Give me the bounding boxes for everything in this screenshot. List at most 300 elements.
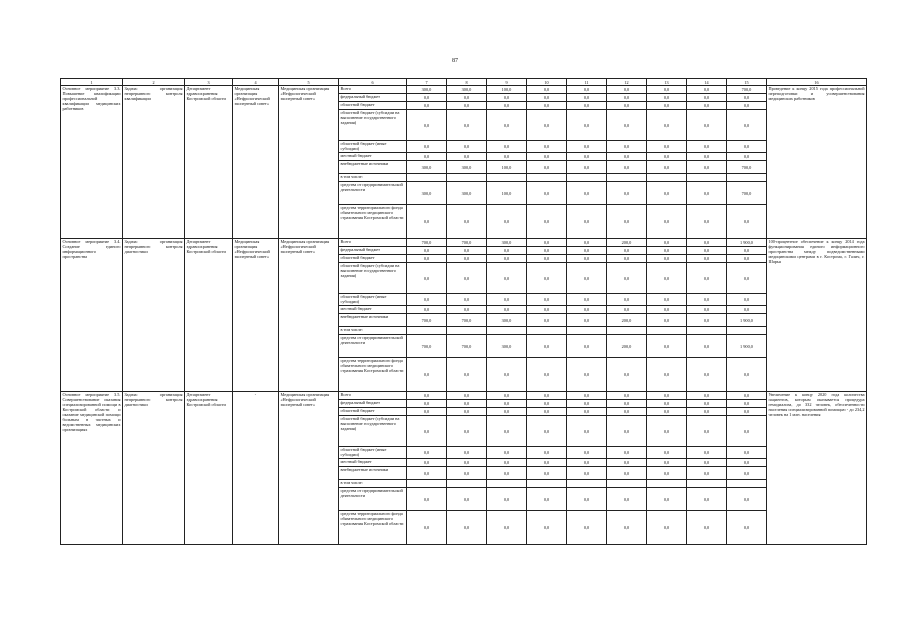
amount-cell: 0,0	[487, 247, 527, 255]
amount-cell: 0,0	[447, 110, 487, 141]
amount-cell: 0,0	[687, 141, 727, 153]
measure-executor-cell: Департамент здравоохранения Костромской области	[185, 239, 233, 392]
amount-cell	[447, 480, 487, 488]
amount-cell: 0,0	[567, 408, 607, 416]
amount-cell: 0,0	[647, 239, 687, 247]
column-number-cell: 5	[279, 79, 339, 86]
amount-cell: 0,0	[727, 447, 767, 459]
amount-cell: 0,0	[447, 153, 487, 161]
amount-cell	[407, 480, 447, 488]
amount-cell: 0,0	[607, 447, 647, 459]
funding-source-cell: средства от предпринимательской деятельности	[339, 335, 407, 358]
funding-source-cell: в том числе:	[339, 174, 407, 182]
amount-cell	[687, 327, 727, 335]
amount-cell: 0,0	[607, 110, 647, 141]
amount-cell: 0,0	[727, 467, 767, 480]
amount-cell: 0,0	[407, 205, 447, 239]
amount-cell: 0,0	[727, 205, 767, 239]
column-number-cell: 13	[647, 79, 687, 86]
amount-cell: 0,0	[647, 247, 687, 255]
column-number-cell: 15	[727, 79, 767, 86]
amount-cell	[447, 174, 487, 182]
amount-cell: 0,0	[527, 306, 567, 314]
amount-cell: 0,0	[567, 94, 607, 102]
amount-cell: 0,0	[527, 294, 567, 306]
amount-cell: 0,0	[647, 467, 687, 480]
funding-source-cell: средства территориального фонда обязательного медицинского страхования Костромской области	[339, 511, 407, 545]
amount-cell: 0,0	[607, 182, 647, 205]
amount-cell: 0,0	[647, 263, 687, 294]
amount-cell: 0,0	[647, 400, 687, 408]
amount-cell: 0,0	[527, 86, 567, 94]
amount-cell: 0,0	[607, 306, 647, 314]
amount-cell: 0,0	[447, 416, 487, 447]
amount-cell: 0,0	[567, 416, 607, 447]
amount-cell: 0,0	[647, 459, 687, 467]
amount-cell: 0,0	[647, 141, 687, 153]
amount-cell: 0,0	[687, 94, 727, 102]
amount-cell: 0,0	[407, 416, 447, 447]
column-number-cell: 1	[61, 79, 123, 86]
financing-table	[60, 78, 867, 545]
amount-cell: 0,0	[527, 488, 567, 511]
amount-cell: 0,0	[727, 153, 767, 161]
amount-cell: 0,0	[447, 392, 487, 400]
amount-cell: 0,0	[607, 102, 647, 110]
amount-cell: 0,0	[647, 511, 687, 545]
amount-cell: 1 900,0	[727, 239, 767, 247]
amount-cell: 0,0	[447, 511, 487, 545]
amount-cell: 300,0	[447, 182, 487, 205]
amount-cell: 0,0	[487, 459, 527, 467]
amount-cell: 0,0	[407, 447, 447, 459]
funding-source-cell: средства территориального фонда обязательного медицинского страхования Костромской области	[339, 205, 407, 239]
measure-participant-cell: Медицинская организация «Нефрологический экспертный совет»	[233, 86, 279, 239]
amount-cell: 0,0	[687, 110, 727, 141]
amount-cell	[687, 480, 727, 488]
amount-cell: 0,0	[647, 294, 687, 306]
amount-cell	[527, 327, 567, 335]
amount-cell: 0,0	[567, 205, 607, 239]
amount-cell	[487, 480, 527, 488]
amount-cell: 0,0	[527, 141, 567, 153]
amount-cell: 0,0	[487, 306, 527, 314]
funding-source-cell: Всего	[339, 239, 407, 247]
amount-cell: 0,0	[647, 86, 687, 94]
amount-cell: 0,0	[647, 153, 687, 161]
amount-cell: 700,0	[447, 239, 487, 247]
amount-cell: 0,0	[567, 467, 607, 480]
amount-cell: 0,0	[447, 467, 487, 480]
funding-source-cell: областной бюджет (иные субсидии)	[339, 294, 407, 306]
amount-cell: 0,0	[687, 488, 727, 511]
amount-cell: 300,0	[407, 86, 447, 94]
funding-source-cell: областной бюджет	[339, 255, 407, 263]
funding-source-cell: федеральный бюджет	[339, 400, 407, 408]
amount-cell: 0,0	[487, 416, 527, 447]
amount-cell: 0,0	[607, 467, 647, 480]
amount-cell: 0,0	[607, 153, 647, 161]
amount-cell: 0,0	[527, 467, 567, 480]
amount-cell: 0,0	[567, 161, 607, 174]
amount-cell: 300,0	[407, 182, 447, 205]
amount-cell: 0,0	[527, 392, 567, 400]
amount-cell: 0,0	[687, 86, 727, 94]
amount-cell: 0,0	[727, 511, 767, 545]
column-number-cell: 3	[185, 79, 233, 86]
amount-cell: 0,0	[687, 392, 727, 400]
column-number-row	[61, 79, 867, 86]
amount-cell: 0,0	[407, 392, 447, 400]
amount-cell: 0,0	[407, 263, 447, 294]
amount-cell: 700,0	[407, 314, 447, 327]
amount-cell: 0,0	[607, 294, 647, 306]
measure-executor-cell: Департамент здравоохранения Костромской области	[185, 392, 233, 545]
amount-cell	[727, 327, 767, 335]
amount-cell: 0,0	[607, 247, 647, 255]
amount-cell: 0,0	[567, 459, 607, 467]
amount-cell: 0,0	[647, 408, 687, 416]
funding-source-cell: областной бюджет (субсидии на выполнение государственного задания)	[339, 110, 407, 141]
amount-cell	[607, 174, 647, 182]
amount-cell: 300,0	[487, 335, 527, 358]
amount-cell: 0,0	[487, 255, 527, 263]
column-number-cell: 8	[447, 79, 487, 86]
amount-cell: 0,0	[567, 306, 607, 314]
amount-cell: 0,0	[607, 86, 647, 94]
measure-name-cell: Основное мероприятие 3.3. Повышение квалификации профессиональной квалификации медицинских работников	[61, 86, 123, 239]
amount-cell: 300,0	[447, 86, 487, 94]
amount-cell	[567, 480, 607, 488]
amount-cell: 100,0	[487, 182, 527, 205]
amount-cell: 0,0	[647, 110, 687, 141]
amount-cell: 0,0	[727, 255, 767, 263]
amount-cell: 0,0	[487, 467, 527, 480]
amount-cell: 700,0	[407, 239, 447, 247]
amount-cell: 0,0	[487, 400, 527, 408]
measure-participant-cell: -	[233, 392, 279, 545]
amount-cell: 0,0	[487, 153, 527, 161]
amount-cell: 0,0	[527, 110, 567, 141]
amount-cell: 0,0	[407, 102, 447, 110]
amount-cell: 0,0	[447, 459, 487, 467]
amount-cell: 0,0	[607, 263, 647, 294]
amount-cell: 0,0	[567, 335, 607, 358]
expected-result-cell: Проведение к концу 2015 года профессиональной переподготовки и усовершенствования медицинских работников	[767, 86, 867, 239]
amount-cell: 300,0	[407, 161, 447, 174]
amount-cell: 0,0	[447, 247, 487, 255]
amount-cell: 0,0	[447, 263, 487, 294]
amount-cell: 200,0	[607, 335, 647, 358]
expected-result-cell: 100-процентное обеспечение к концу 2014 года функционирования единого информационного пространства между подведомственными медицинскими центрами в г. Кострома, г. Галич, г. Шарья	[767, 239, 867, 392]
amount-cell: 0,0	[567, 239, 607, 247]
column-number-cell: 16	[767, 79, 867, 86]
amount-cell: 0,0	[567, 358, 607, 392]
amount-cell: 0,0	[527, 205, 567, 239]
amount-cell: 700,0	[407, 335, 447, 358]
amount-cell: 0,0	[647, 94, 687, 102]
amount-cell: 0,0	[447, 102, 487, 110]
amount-cell: 0,0	[567, 263, 607, 294]
amount-cell: 0,0	[647, 447, 687, 459]
amount-cell: 0,0	[447, 358, 487, 392]
amount-cell: 0,0	[687, 247, 727, 255]
amount-cell: 0,0	[407, 294, 447, 306]
amount-cell: 0,0	[527, 335, 567, 358]
amount-cell: 0,0	[647, 314, 687, 327]
amount-cell: 1 900,0	[727, 335, 767, 358]
table-row	[61, 239, 867, 247]
funding-source-cell: областной бюджет	[339, 102, 407, 110]
amount-cell: 0,0	[687, 263, 727, 294]
amount-cell: 0,0	[487, 392, 527, 400]
amount-cell: 0,0	[407, 247, 447, 255]
column-number-cell: 14	[687, 79, 727, 86]
amount-cell	[527, 480, 567, 488]
amount-cell: 0,0	[687, 182, 727, 205]
amount-cell: 0,0	[607, 416, 647, 447]
funding-source-cell: местный бюджет	[339, 153, 407, 161]
amount-cell: 0,0	[647, 306, 687, 314]
amount-cell: 0,0	[487, 141, 527, 153]
amount-cell: 0,0	[487, 511, 527, 545]
amount-cell: 100,0	[487, 86, 527, 94]
amount-cell: 0,0	[487, 102, 527, 110]
amount-cell: 0,0	[487, 488, 527, 511]
amount-cell: 300,0	[487, 314, 527, 327]
amount-cell	[687, 174, 727, 182]
amount-cell: 0,0	[727, 306, 767, 314]
funding-source-cell: в том числе:	[339, 327, 407, 335]
column-number-cell: 4	[233, 79, 279, 86]
column-number-cell: 7	[407, 79, 447, 86]
amount-cell: 0,0	[527, 416, 567, 447]
measure-participant2-cell: Медицинская организация «Нефрологический экспертный совет»	[279, 239, 339, 392]
funding-source-cell: средства от предпринимательской деятельности	[339, 182, 407, 205]
funding-source-cell: внебюджетные источники	[339, 467, 407, 480]
funding-source-cell: внебюджетные источники	[339, 161, 407, 174]
amount-cell: 0,0	[407, 400, 447, 408]
amount-cell: 0,0	[447, 205, 487, 239]
amount-cell: 0,0	[687, 358, 727, 392]
amount-cell: 0,0	[607, 141, 647, 153]
amount-cell: 0,0	[527, 247, 567, 255]
amount-cell: 0,0	[447, 141, 487, 153]
amount-cell	[407, 327, 447, 335]
measure-participant2-cell: Медицинская организация «Нефрологический экспертный совет»	[279, 86, 339, 239]
amount-cell: 0,0	[687, 239, 727, 247]
amount-cell: 0,0	[487, 358, 527, 392]
column-number-cell: 6	[339, 79, 407, 86]
amount-cell: 0,0	[487, 447, 527, 459]
amount-cell: 0,0	[527, 358, 567, 392]
amount-cell	[607, 327, 647, 335]
amount-cell: 0,0	[447, 306, 487, 314]
measure-participant2-cell: Медицинская организация «Нефрологический экспертный совет»	[279, 392, 339, 545]
amount-cell: 0,0	[607, 459, 647, 467]
amount-cell: 1 900,0	[727, 314, 767, 327]
funding-source-cell: в том числе:	[339, 480, 407, 488]
amount-cell: 0,0	[607, 161, 647, 174]
amount-cell: 0,0	[607, 392, 647, 400]
amount-cell: 0,0	[407, 408, 447, 416]
amount-cell: 0,0	[647, 335, 687, 358]
amount-cell: 0,0	[487, 408, 527, 416]
measure-task-cell: Задача: организация непрерывного контроля диагностики	[123, 392, 185, 545]
amount-cell: 0,0	[527, 447, 567, 459]
amount-cell: 0,0	[687, 447, 727, 459]
amount-cell: 0,0	[407, 141, 447, 153]
amount-cell: 0,0	[647, 205, 687, 239]
measure-participant-cell: Медицинская организация «Нефрологический экспертный совет»	[233, 239, 279, 392]
amount-cell: 0,0	[567, 447, 607, 459]
expected-result-cell: Увеличение к концу 2020 года количества пациентов, которым оказывается процедура гемодиализа, до 332 человек, обеспеченности населения специализированной помощью - до 234,2 человек на 1 млн. населения	[767, 392, 867, 545]
amount-cell: 0,0	[447, 488, 487, 511]
amount-cell: 700,0	[727, 161, 767, 174]
amount-cell	[487, 174, 527, 182]
amount-cell	[567, 174, 607, 182]
amount-cell: 0,0	[607, 205, 647, 239]
amount-cell: 0,0	[447, 94, 487, 102]
amount-cell: 0,0	[727, 294, 767, 306]
amount-cell: 0,0	[527, 153, 567, 161]
amount-cell: 0,0	[487, 263, 527, 294]
amount-cell: 0,0	[727, 459, 767, 467]
amount-cell: 300,0	[447, 161, 487, 174]
amount-cell: 0,0	[687, 161, 727, 174]
amount-cell: 0,0	[727, 416, 767, 447]
amount-cell: 0,0	[687, 205, 727, 239]
measure-task-cell: Задача: организация непрерывного контроля квалификации	[123, 86, 185, 239]
amount-cell: 0,0	[527, 314, 567, 327]
amount-cell: 0,0	[687, 335, 727, 358]
amount-cell	[567, 327, 607, 335]
funding-source-cell: областной бюджет (иные субсидии)	[339, 447, 407, 459]
measure-task-cell: Задача: организация непрерывного контроля диагностики	[123, 239, 185, 392]
funding-source-cell: областной бюджет (субсидии на выполнение государственного задания)	[339, 416, 407, 447]
amount-cell: 0,0	[527, 511, 567, 545]
amount-cell: 300,0	[487, 239, 527, 247]
amount-cell: 0,0	[607, 358, 647, 392]
amount-cell	[727, 174, 767, 182]
amount-cell: 0,0	[607, 94, 647, 102]
amount-cell: 0,0	[527, 459, 567, 467]
amount-cell: 0,0	[607, 400, 647, 408]
funding-source-cell: средства от предпринимательской деятельности	[339, 488, 407, 511]
funding-source-cell: федеральный бюджет	[339, 94, 407, 102]
table-row	[61, 392, 867, 400]
table-row	[61, 86, 867, 94]
amount-cell: 0,0	[567, 488, 607, 511]
amount-cell: 0,0	[607, 255, 647, 263]
column-number-cell: 10	[527, 79, 567, 86]
amount-cell: 0,0	[407, 467, 447, 480]
funding-source-cell: Всего	[339, 392, 407, 400]
amount-cell	[647, 327, 687, 335]
amount-cell: 0,0	[647, 255, 687, 263]
amount-cell: 0,0	[527, 255, 567, 263]
amount-cell: 0,0	[727, 263, 767, 294]
amount-cell: 0,0	[727, 392, 767, 400]
amount-cell	[487, 327, 527, 335]
amount-cell: 0,0	[527, 408, 567, 416]
amount-cell: 0,0	[447, 255, 487, 263]
amount-cell: 0,0	[727, 408, 767, 416]
funding-source-cell: областной бюджет (субсидии на выполнение государственного задания)	[339, 263, 407, 294]
amount-cell: 0,0	[407, 511, 447, 545]
amount-cell	[647, 174, 687, 182]
funding-source-cell: местный бюджет	[339, 306, 407, 314]
amount-cell: 0,0	[687, 467, 727, 480]
amount-cell: 0,0	[607, 511, 647, 545]
amount-cell: 0,0	[687, 306, 727, 314]
amount-cell: 0,0	[407, 358, 447, 392]
amount-cell: 0,0	[687, 294, 727, 306]
amount-cell: 0,0	[727, 400, 767, 408]
page-number: 87	[452, 58, 458, 64]
amount-cell: 0,0	[447, 400, 487, 408]
column-number-cell: 2	[123, 79, 185, 86]
amount-cell: 0,0	[687, 255, 727, 263]
amount-cell: 0,0	[527, 400, 567, 408]
amount-cell	[607, 480, 647, 488]
amount-cell: 0,0	[407, 306, 447, 314]
amount-cell: 0,0	[567, 141, 607, 153]
amount-cell: 0,0	[727, 247, 767, 255]
funding-source-cell: внебюджетные источники	[339, 314, 407, 327]
amount-cell: 0,0	[647, 182, 687, 205]
amount-cell: 0,0	[727, 94, 767, 102]
amount-cell: 0,0	[407, 94, 447, 102]
amount-cell: 0,0	[647, 416, 687, 447]
amount-cell: 0,0	[567, 255, 607, 263]
amount-cell: 0,0	[647, 358, 687, 392]
amount-cell: 0,0	[487, 205, 527, 239]
amount-cell: 0,0	[487, 294, 527, 306]
amount-cell: 100,0	[487, 161, 527, 174]
amount-cell: 0,0	[407, 153, 447, 161]
amount-cell: 0,0	[727, 102, 767, 110]
amount-cell: 700,0	[447, 335, 487, 358]
column-number-cell: 11	[567, 79, 607, 86]
amount-cell: 0,0	[567, 294, 607, 306]
amount-cell: 0,0	[527, 161, 567, 174]
amount-cell: 0,0	[527, 102, 567, 110]
amount-cell: 200,0	[607, 239, 647, 247]
amount-cell: 0,0	[567, 182, 607, 205]
amount-cell: 0,0	[647, 488, 687, 511]
amount-cell: 0,0	[687, 416, 727, 447]
amount-cell: 0,0	[567, 392, 607, 400]
amount-cell: 0,0	[447, 447, 487, 459]
amount-cell: 0,0	[407, 459, 447, 467]
amount-cell: 0,0	[727, 110, 767, 141]
measure-name-cell: Основное мероприятие 3.4. Создание единого информационного пространства	[61, 239, 123, 392]
column-number-cell: 12	[607, 79, 647, 86]
amount-cell: 0,0	[567, 247, 607, 255]
amount-cell: 0,0	[727, 141, 767, 153]
measure-name-cell: Основное мероприятие 3.5. Совершенствование оказания специализированной помощи в Костромской области и оказание медицинской помощи больным в частных и ведомственных медицинских организациях	[61, 392, 123, 545]
amount-cell	[447, 327, 487, 335]
funding-source-cell: областной бюджет (иные субсидии)	[339, 141, 407, 153]
amount-cell: 0,0	[527, 94, 567, 102]
funding-source-cell: областной бюджет	[339, 408, 407, 416]
amount-cell: 0,0	[687, 459, 727, 467]
amount-cell: 0,0	[727, 488, 767, 511]
amount-cell: 0,0	[527, 182, 567, 205]
amount-cell: 0,0	[687, 408, 727, 416]
amount-cell: 0,0	[607, 488, 647, 511]
